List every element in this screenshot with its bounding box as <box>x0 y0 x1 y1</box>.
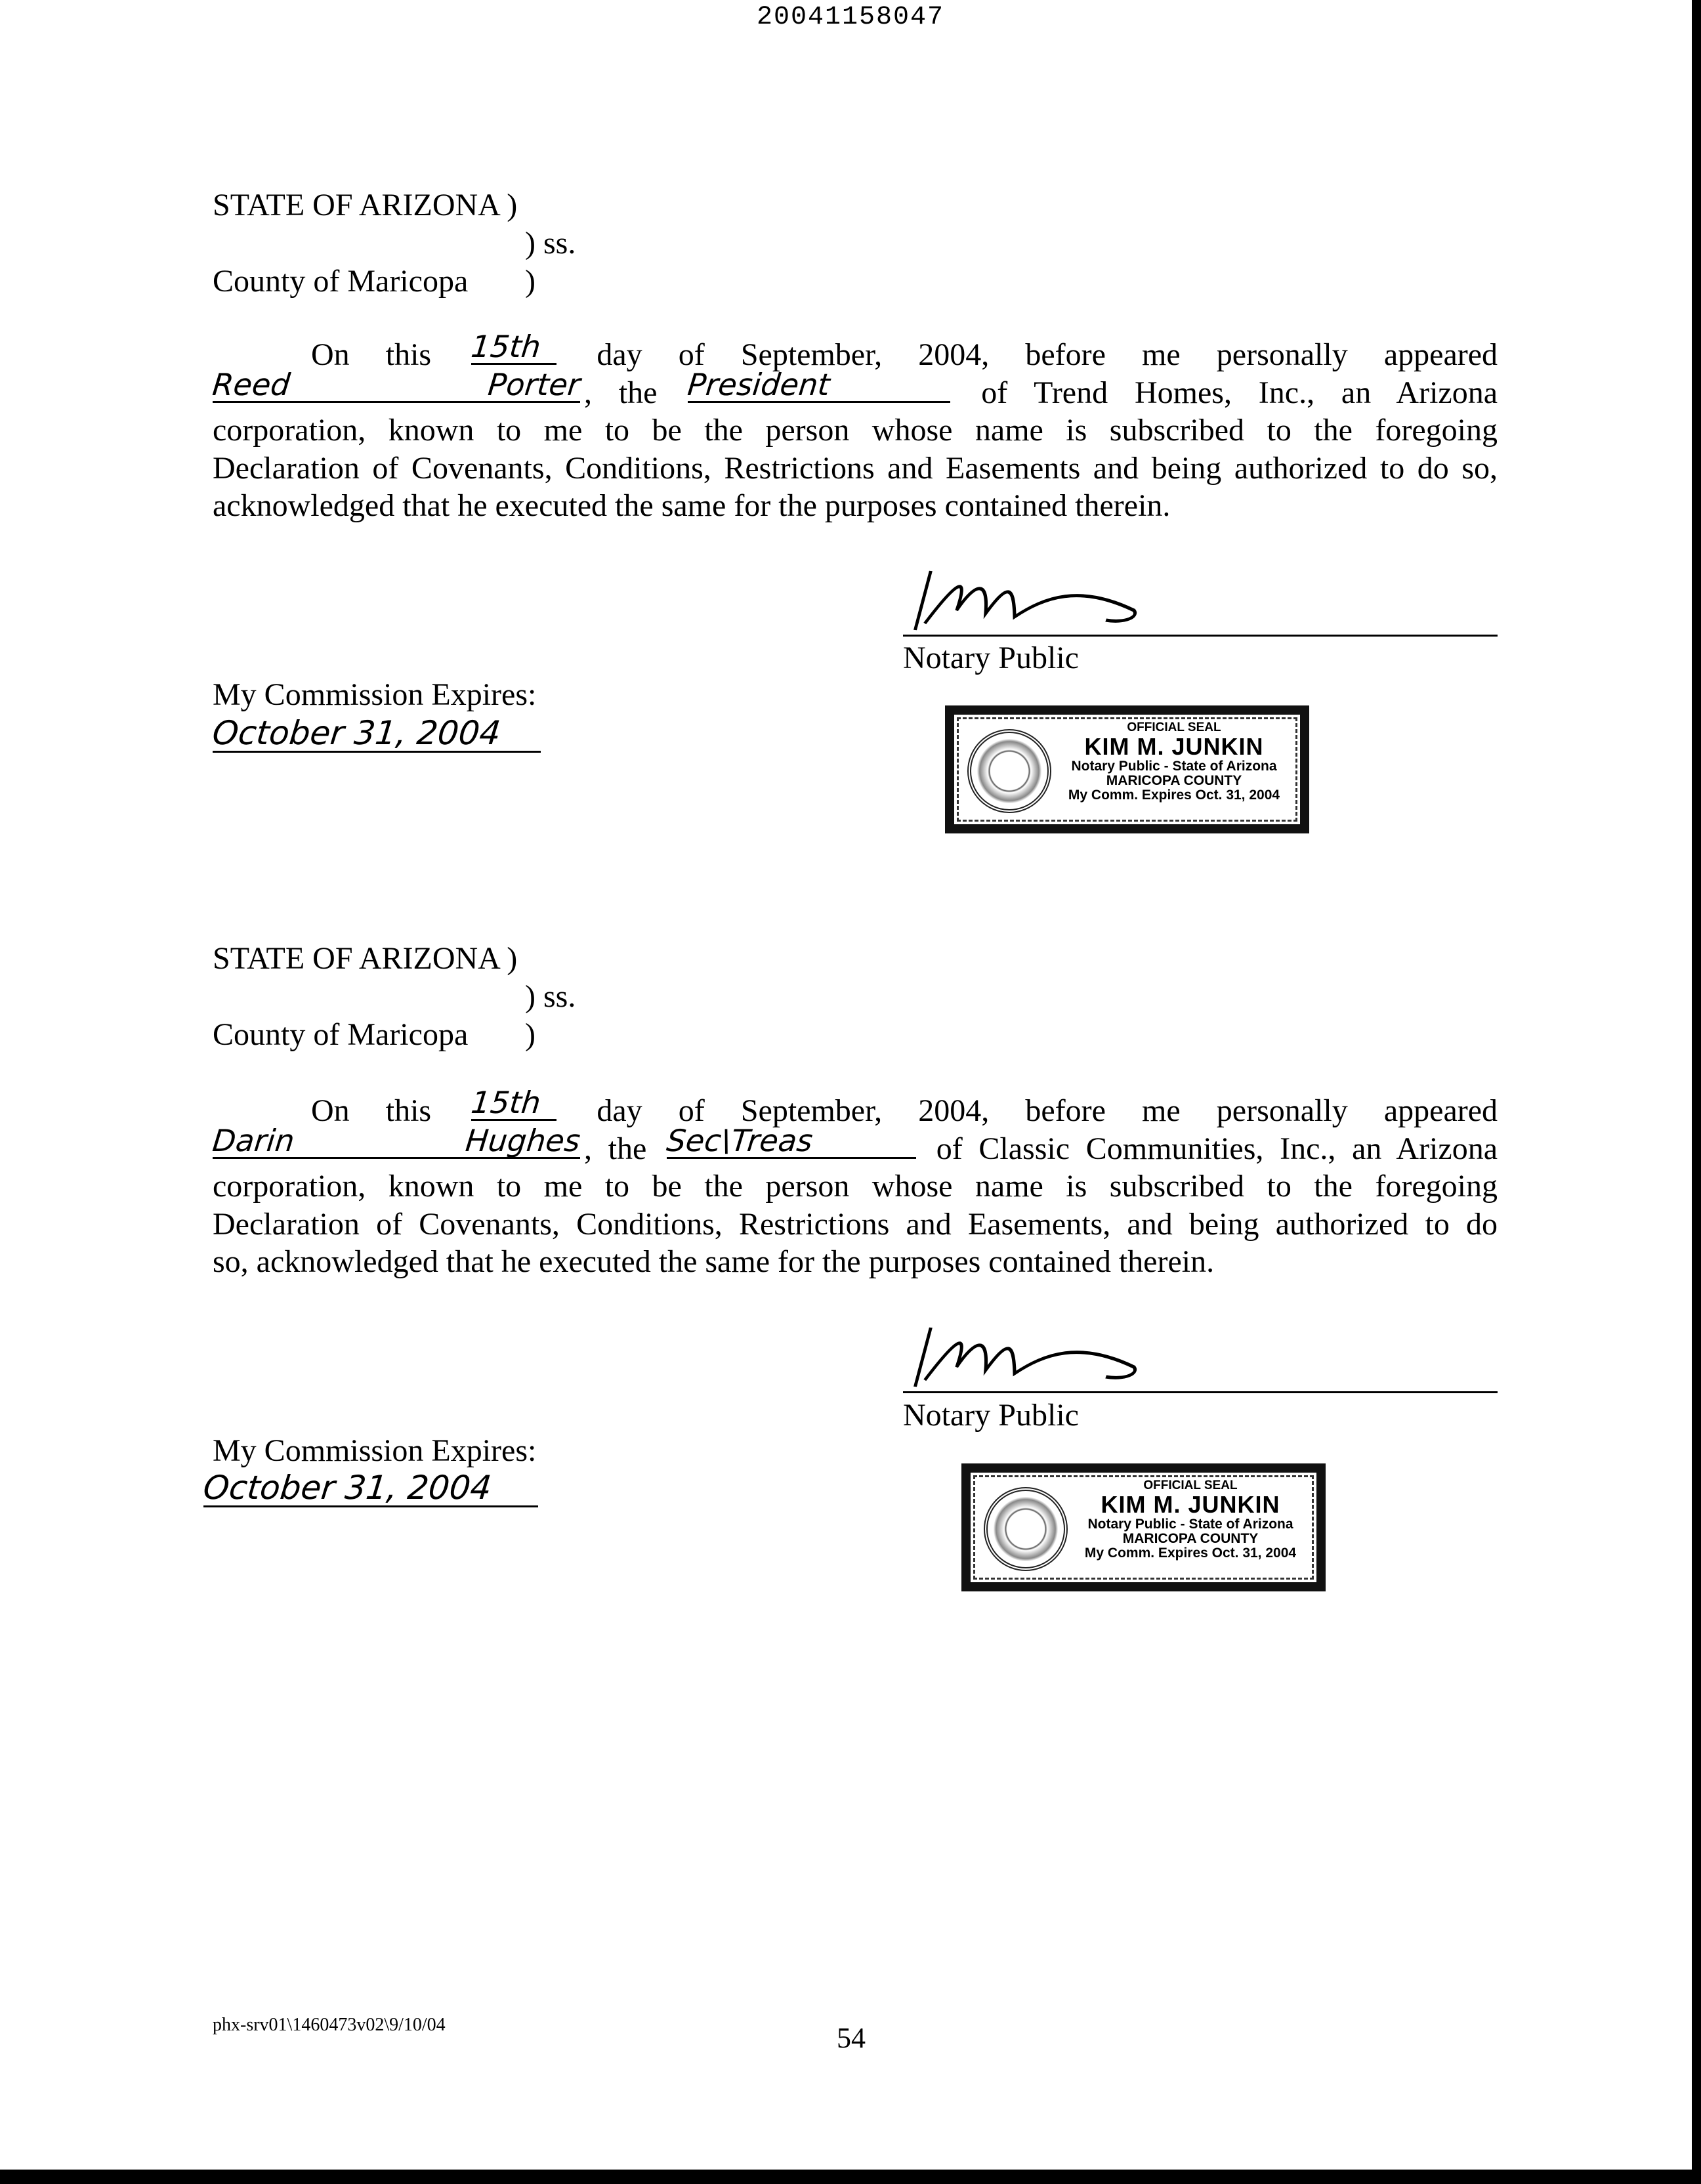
paragraph-line: acknowledged that he executed the same for the purposes contained therein. <box>213 488 1171 523</box>
name-blank <box>211 1122 582 1159</box>
paragraph-line: Declaration of Covenants, Conditions, Restrictions and Easements, and being authorized to do <box>213 1206 1498 1242</box>
arizona-seal-emblem-icon <box>984 1487 1068 1571</box>
day-blank <box>469 329 556 365</box>
signature-scribble-icon <box>906 558 1183 637</box>
commission-date-blank-1 <box>210 714 541 753</box>
document-recording-number: 20041158047 <box>756 3 945 32</box>
day-blank <box>469 1085 556 1121</box>
scan-border-right <box>1692 0 1701 2184</box>
seal-official-label: OFFICIAL SEAL <box>1127 721 1221 734</box>
commission-label-1: My Commission Expires: <box>213 677 537 712</box>
seal-expiry-line: My Comm. Expires Oct. 31, 2004 <box>1068 787 1280 803</box>
handwritten-day: 15th <box>469 329 543 364</box>
handwritten-day: 15th <box>469 1085 543 1120</box>
text-line2: of Classic Communities, Inc., an Arizona <box>936 1131 1498 1166</box>
commission-date-blank-2 <box>201 1469 538 1507</box>
text-comma-the: , the <box>584 1131 647 1166</box>
acknowledgment-paragraph-1 <box>211 329 1498 525</box>
notary-public-label-2: Notary Public <box>903 1398 1079 1433</box>
county-paren-2: ) <box>525 1017 536 1052</box>
seal-notary-name: KIM M. JUNKIN <box>1084 732 1264 760</box>
seal-expiry-line: My Comm. Expires Oct. 31, 2004 <box>1084 1545 1297 1561</box>
handwritten-title: President <box>686 366 832 402</box>
name-blank <box>211 366 582 403</box>
county-heading-2: County of Maricopa <box>213 1017 469 1052</box>
seal-county-line: MARICOPA COUNTY <box>1106 772 1242 788</box>
paragraph-line <box>211 1122 1498 1168</box>
scan-border-bottom <box>0 2170 1701 2184</box>
paragraph-line <box>211 366 1498 412</box>
notary-public-label-1: Notary Public <box>903 640 1079 675</box>
state-heading-2: STATE OF ARIZONA ) <box>213 941 518 976</box>
county-heading-1: County of Maricopa <box>213 264 469 299</box>
county-paren-1: ) <box>525 264 536 299</box>
seal-county-line: MARICOPA COUNTY <box>1122 1530 1259 1546</box>
ss-marker-2: ) ss. <box>525 979 576 1014</box>
handwritten-commission-date: October 31, 2004 <box>201 1469 494 1507</box>
footer-file-id: phx-srv01\1460473v02\9/10/04 <box>213 2015 446 2035</box>
paragraph-line: corporation, known to me to be the person whose name is subscribed to the foregoing <box>213 413 1498 448</box>
seal-notary-name: KIM M. JUNKIN <box>1101 1490 1280 1518</box>
text-on-this: On this <box>311 1093 432 1128</box>
notary-signature-1 <box>904 558 1183 646</box>
signature-scribble-icon <box>906 1314 1183 1393</box>
seal-state-line: Notary Public - State of Arizona <box>1087 1516 1293 1532</box>
seal-official-label: OFFICIAL SEAL <box>1143 1479 1238 1492</box>
text-on-this: On this <box>311 337 432 372</box>
notary-seal-1 <box>945 705 1309 833</box>
text-line1: day of September, 2004, before me personally appeared <box>597 1093 1498 1128</box>
ss-marker-1: ) ss. <box>525 226 576 261</box>
title-blank <box>686 366 950 403</box>
acknowledgment-paragraph-2 <box>211 1085 1498 1281</box>
handwritten-name: Darin Hughes <box>211 1122 582 1158</box>
paragraph-line: Declaration of Covenants, Conditions, Restrictions and Easements and being authorized to do so, <box>213 450 1498 486</box>
signature-line-2 <box>903 1391 1498 1393</box>
text-comma-the: , the <box>584 375 658 410</box>
seal-state-line: Notary Public - State of Arizona <box>1071 758 1277 774</box>
page-number: 54 <box>837 2022 866 2054</box>
seal-text <box>1056 721 1292 803</box>
text-line1: day of September, 2004, before me personally appeared <box>597 337 1498 372</box>
paragraph-line: corporation, known to me to be the person whose name is subscribed to the foregoing <box>213 1169 1498 1204</box>
title-blank <box>665 1122 916 1159</box>
notary-seal-2 <box>961 1463 1326 1591</box>
paragraph-line: so, acknowledged that he executed the same for the purposes contained therein. <box>213 1244 1215 1279</box>
signature-line-1 <box>903 635 1498 637</box>
arizona-seal-emblem-icon <box>967 729 1051 813</box>
commission-label-2: My Commission Expires: <box>213 1433 537 1468</box>
handwritten-name: Reed Porter <box>211 366 582 402</box>
state-heading-1: STATE OF ARIZONA ) <box>213 188 518 222</box>
seal-text <box>1072 1479 1309 1561</box>
text-line2: of Trend Homes, Inc., an Arizona <box>981 375 1498 410</box>
handwritten-title: Sec\Treas <box>665 1122 815 1158</box>
handwritten-commission-date: October 31, 2004 <box>210 714 503 752</box>
notary-signature-2 <box>904 1314 1183 1403</box>
